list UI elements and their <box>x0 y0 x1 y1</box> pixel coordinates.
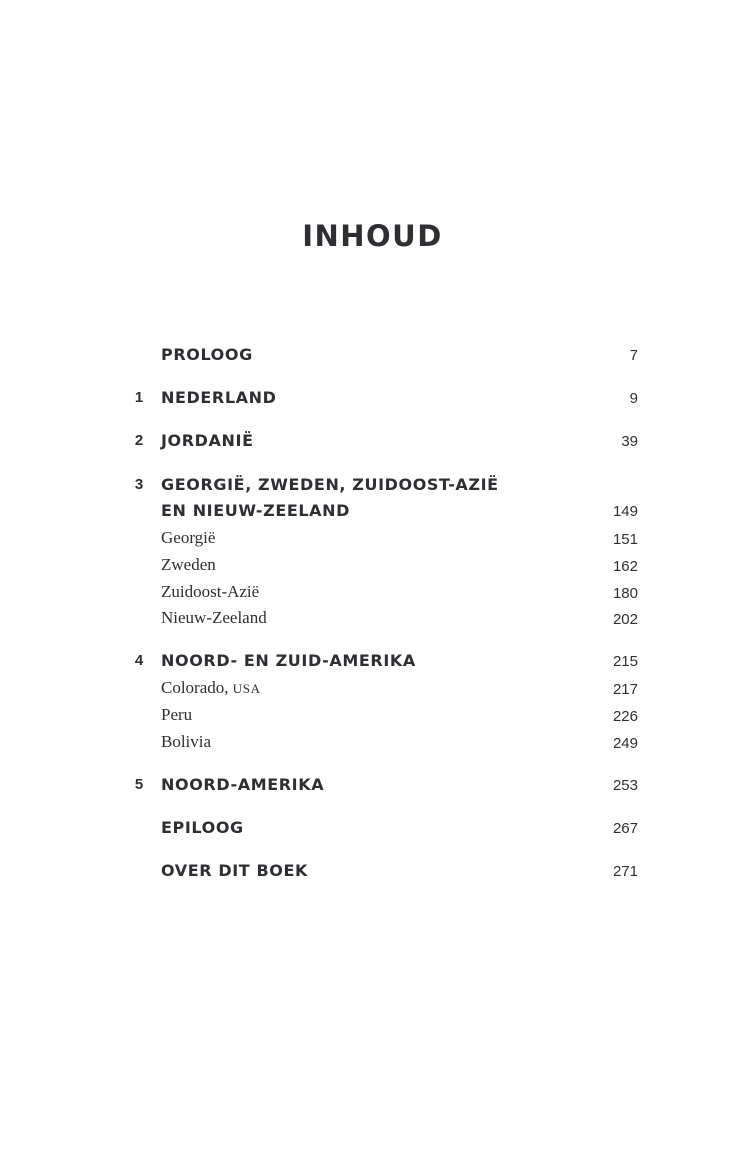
toc-chapter-number: 2 <box>134 432 144 449</box>
toc-subentry-title <box>161 678 261 698</box>
toc-chapter-title: PROLOOG <box>161 345 253 364</box>
toc-subentry-title: Zweden <box>161 555 216 574</box>
toc-chapter-title: NEDERLAND <box>161 388 277 407</box>
toc-page-number: 151 <box>612 531 638 548</box>
toc-chapter-title: JORDANIË <box>161 431 254 450</box>
toc-chapter-number: 5 <box>134 776 144 793</box>
toc-chapter-title-line-2: EN NIEUW-ZEELAND <box>161 501 351 520</box>
toc-page-number: 271 <box>612 863 638 880</box>
toc-chapter-title-line-1: GEORGIË, ZWEDEN, ZUIDOOST-AZIË <box>161 475 499 494</box>
toc-subentry-title: Nieuw-Zeeland <box>161 608 267 627</box>
toc-page-number: 226 <box>612 708 638 725</box>
toc-page-number: 267 <box>612 820 638 837</box>
toc-page-number: 9 <box>629 390 638 407</box>
toc-chapter-title: NOORD-AMERIKA <box>161 775 325 794</box>
toc-chapter-number: 1 <box>134 389 144 406</box>
toc-page-number: 39 <box>621 433 638 450</box>
toc-chapter-title: NOORD- EN ZUID-AMERIKA <box>161 651 416 670</box>
toc-page-number: 180 <box>612 585 638 602</box>
toc-page-number: 249 <box>612 735 638 752</box>
toc-chapter-title: OVER DIT BOEK <box>161 861 309 880</box>
toc-page-number: 162 <box>612 558 638 575</box>
toc-page-number: 215 <box>612 653 638 670</box>
toc-chapter-number: 3 <box>134 476 144 493</box>
toc-subentry-title: Zuidoost-Azië <box>161 582 260 601</box>
toc-page-number: 7 <box>629 347 638 364</box>
toc-subentry-title-text: Colorado, <box>161 678 229 697</box>
toc-subentry-title: Peru <box>161 705 193 724</box>
toc-chapter-title: EPILOOG <box>161 818 244 837</box>
toc-page-number: 253 <box>612 777 638 794</box>
page-title: INHOUD <box>302 219 443 253</box>
toc-subentry-title: Georgië <box>161 528 216 547</box>
toc-page-number: 149 <box>612 503 638 520</box>
toc-page-number: 217 <box>612 681 638 698</box>
toc-chapter-number: 4 <box>134 652 144 669</box>
toc-subentry-title-suffix: USA <box>232 681 261 696</box>
toc-page-number: 202 <box>612 611 638 628</box>
toc-subentry-title: Bolivia <box>161 732 212 751</box>
